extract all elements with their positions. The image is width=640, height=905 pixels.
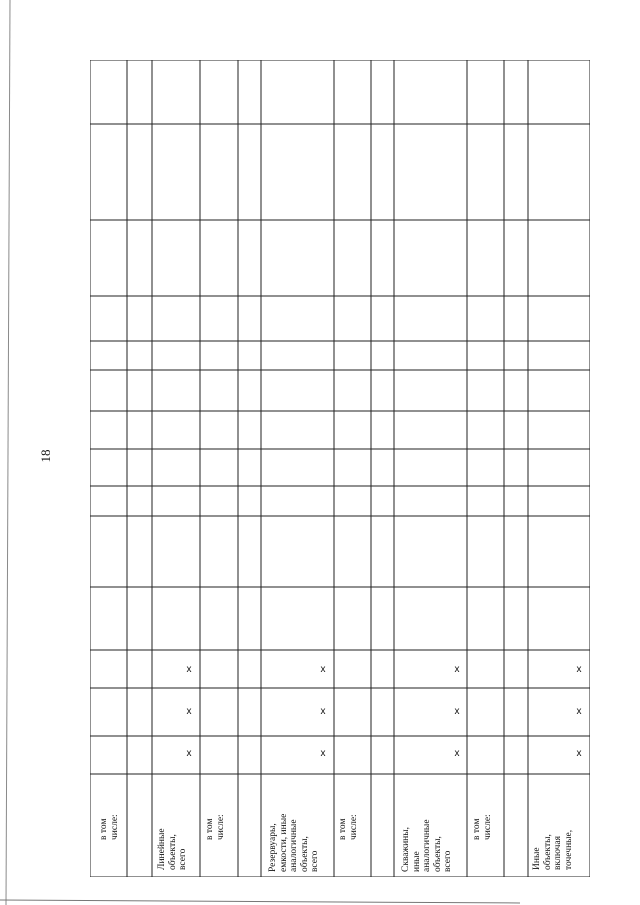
row-label-including-1: в том числе:: [99, 814, 120, 840]
cross-mark: x: [320, 748, 326, 759]
cross-mark: x: [454, 706, 460, 717]
cross-mark: x: [454, 664, 460, 675]
row-label-wells: Скважины, иные аналогичные объекты, всего: [401, 819, 453, 872]
cross-mark: x: [186, 748, 192, 759]
row-label-linear-objects: Линейные объекты, всего: [157, 828, 188, 870]
cross-mark: x: [186, 664, 192, 675]
row-label-including-3: в том числе:: [338, 814, 359, 840]
row-label-reservoirs: Резервуары, емкости, иные аналогичные объекты, всего: [268, 813, 320, 872]
page-number: 18: [38, 449, 53, 463]
cross-mark: x: [186, 706, 192, 717]
row-label-including-2: в том числе:: [205, 814, 226, 840]
cross-mark: x: [454, 748, 460, 759]
row-label-other-objects: Иные объекты, включая точечные,: [532, 829, 574, 870]
cross-mark: x: [576, 706, 582, 717]
cross-mark: x: [576, 664, 582, 675]
cross-mark: x: [576, 748, 582, 759]
row-label-including-4: в том числе:: [472, 814, 493, 840]
cross-mark: x: [320, 664, 326, 675]
table-grid: [90, 60, 590, 877]
cross-mark: x: [320, 706, 326, 717]
